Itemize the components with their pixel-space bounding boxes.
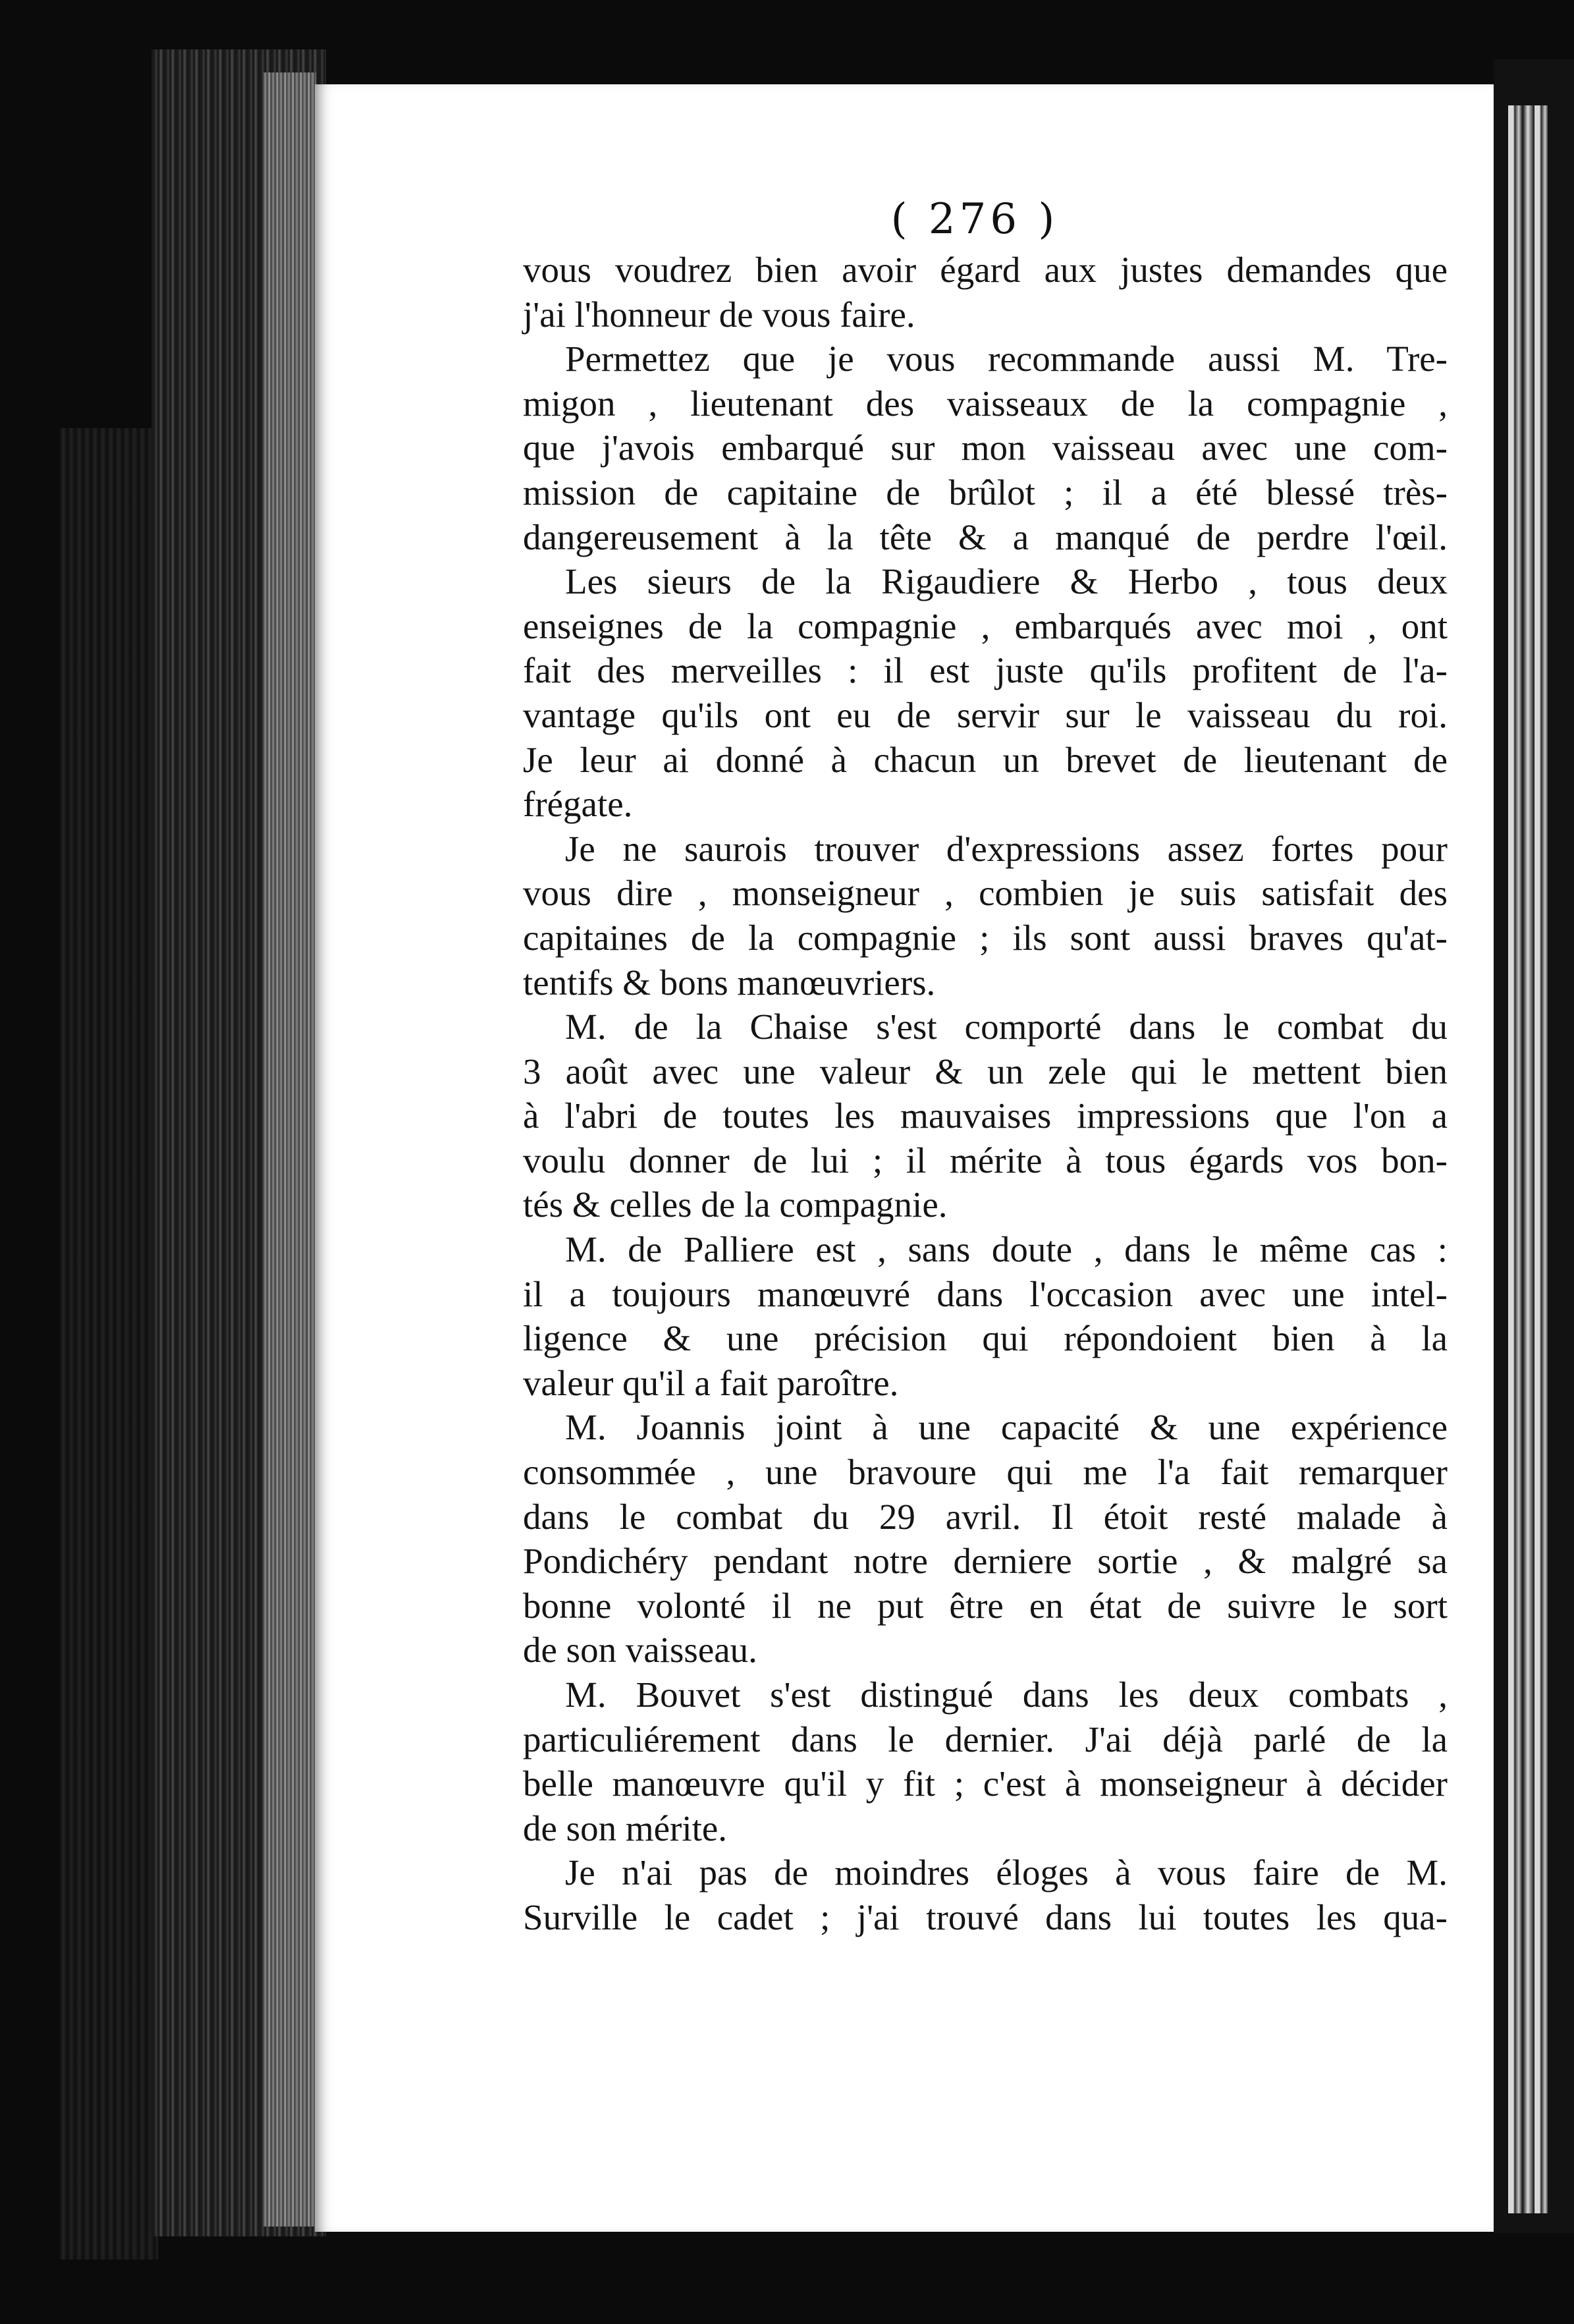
text-line: à l'abri de toutes les mauvaises impressions que l'on a xyxy=(523,1095,1448,1136)
text-line: valeur qu'il a fait paroître. xyxy=(523,1362,899,1403)
text-line: migon , lieutenant des vaisseaux de la compagnie , xyxy=(523,383,1448,424)
text-line: il a toujours manœuvré dans l'occasion avec une intel- xyxy=(523,1273,1448,1314)
text-line: voulu donner de lui ; il mérite à tous égards vos bon- xyxy=(523,1140,1448,1180)
text-line: Je n'ai pas de moindres éloges à vous faire de M. xyxy=(565,1852,1448,1893)
text-line: j'ai l'honneur de vous faire. xyxy=(523,294,915,335)
paragraph xyxy=(523,337,1448,559)
text-line: mission de capitaine de brûlot ; il a été blessé très- xyxy=(523,472,1448,512)
page-text xyxy=(523,248,1448,1940)
paragraph xyxy=(523,248,1448,337)
text-line: dans le combat du 29 avril. Il étoit resté malade à xyxy=(523,1496,1448,1537)
text-line: Les sieurs de la Rigaudiere & Herbo , tous deux xyxy=(565,561,1448,602)
book-page-edges-inner xyxy=(263,72,316,2227)
text-line: dangereusement à la tête & a manqué de perdre l'œil. xyxy=(523,516,1448,557)
text-line: capitaines de la compagnie ; ils sont aussi braves qu'at- xyxy=(523,917,1448,958)
text-line: tentifs & bons manœuvriers. xyxy=(523,962,936,1003)
text-line: Je ne saurois trouver d'expressions assez fortes pour xyxy=(565,828,1448,869)
book-edge-left xyxy=(59,428,158,2259)
text-line: fait des merveilles : il est juste qu'ils profitent de l'a- xyxy=(523,650,1448,691)
text-line: bonne volonté il ne put être en état de suivre le sort xyxy=(523,1585,1448,1626)
text-line: frégate. xyxy=(523,784,633,825)
paragraph xyxy=(523,1005,1448,1227)
text-line: M. de la Chaise s'est comporté dans le combat du xyxy=(565,1007,1448,1047)
paragraph xyxy=(523,559,1448,827)
text-line: que j'avois embarqué sur mon vaisseau avec une com- xyxy=(523,428,1448,468)
paragraph xyxy=(523,1227,1448,1405)
paragraph xyxy=(523,1405,1448,1673)
text-line: 3 août avec une valeur & un zele qui le mettent bien xyxy=(523,1051,1448,1092)
text-line: tés & celles de la compagnie. xyxy=(523,1184,948,1225)
text-line: ligence & une précision qui répondoient bien à la xyxy=(523,1318,1448,1359)
text-line: belle manœuvre qu'il y fit ; c'est à monseigneur à décider xyxy=(523,1763,1448,1804)
text-line: vous voudrez bien avoir égard aux justes demandes que xyxy=(523,250,1448,290)
text-line: vantage qu'ils ont eu de servir sur le vaisseau du roi. xyxy=(523,694,1448,735)
paragraph xyxy=(523,1673,1448,1850)
facing-page-edge xyxy=(1508,105,1548,2213)
text-line: Permettez que je vous recommande aussi M. Tre- xyxy=(565,339,1448,379)
text-line: Je leur ai donné à chacun un brevet de lieutenant de xyxy=(523,739,1448,780)
text-line: vous dire , monseigneur , combien je suis satisfait des xyxy=(523,873,1448,914)
page-number: ( 276 ) xyxy=(890,195,1059,244)
paragraph xyxy=(523,1850,1448,1939)
text-line: de son mérite. xyxy=(523,1808,728,1848)
text-line: Pondichéry pendant notre derniere sortie , & malgré sa xyxy=(523,1541,1448,1582)
text-line: M. Bouvet s'est distingué dans les deux combats , xyxy=(565,1674,1448,1715)
text-line: M. Joannis joint à une capacité & une expérience xyxy=(565,1407,1448,1448)
text-line: Surville le cadet ; j'ai trouvé dans lui toutes les qua- xyxy=(523,1896,1448,1937)
paragraph xyxy=(523,827,1448,1005)
text-line: consommée , une bravoure qui me l'a fait remarquer xyxy=(523,1452,1448,1493)
text-line: M. de Palliere est , sans doute , dans le même cas : xyxy=(565,1229,1448,1270)
text-line: de son vaisseau. xyxy=(523,1630,757,1671)
text-line: enseignes de la compagnie , embarqués avec moi , ont xyxy=(523,605,1448,646)
text-line: particuliérement dans le dernier. J'ai déjà parlé de la xyxy=(523,1719,1448,1759)
